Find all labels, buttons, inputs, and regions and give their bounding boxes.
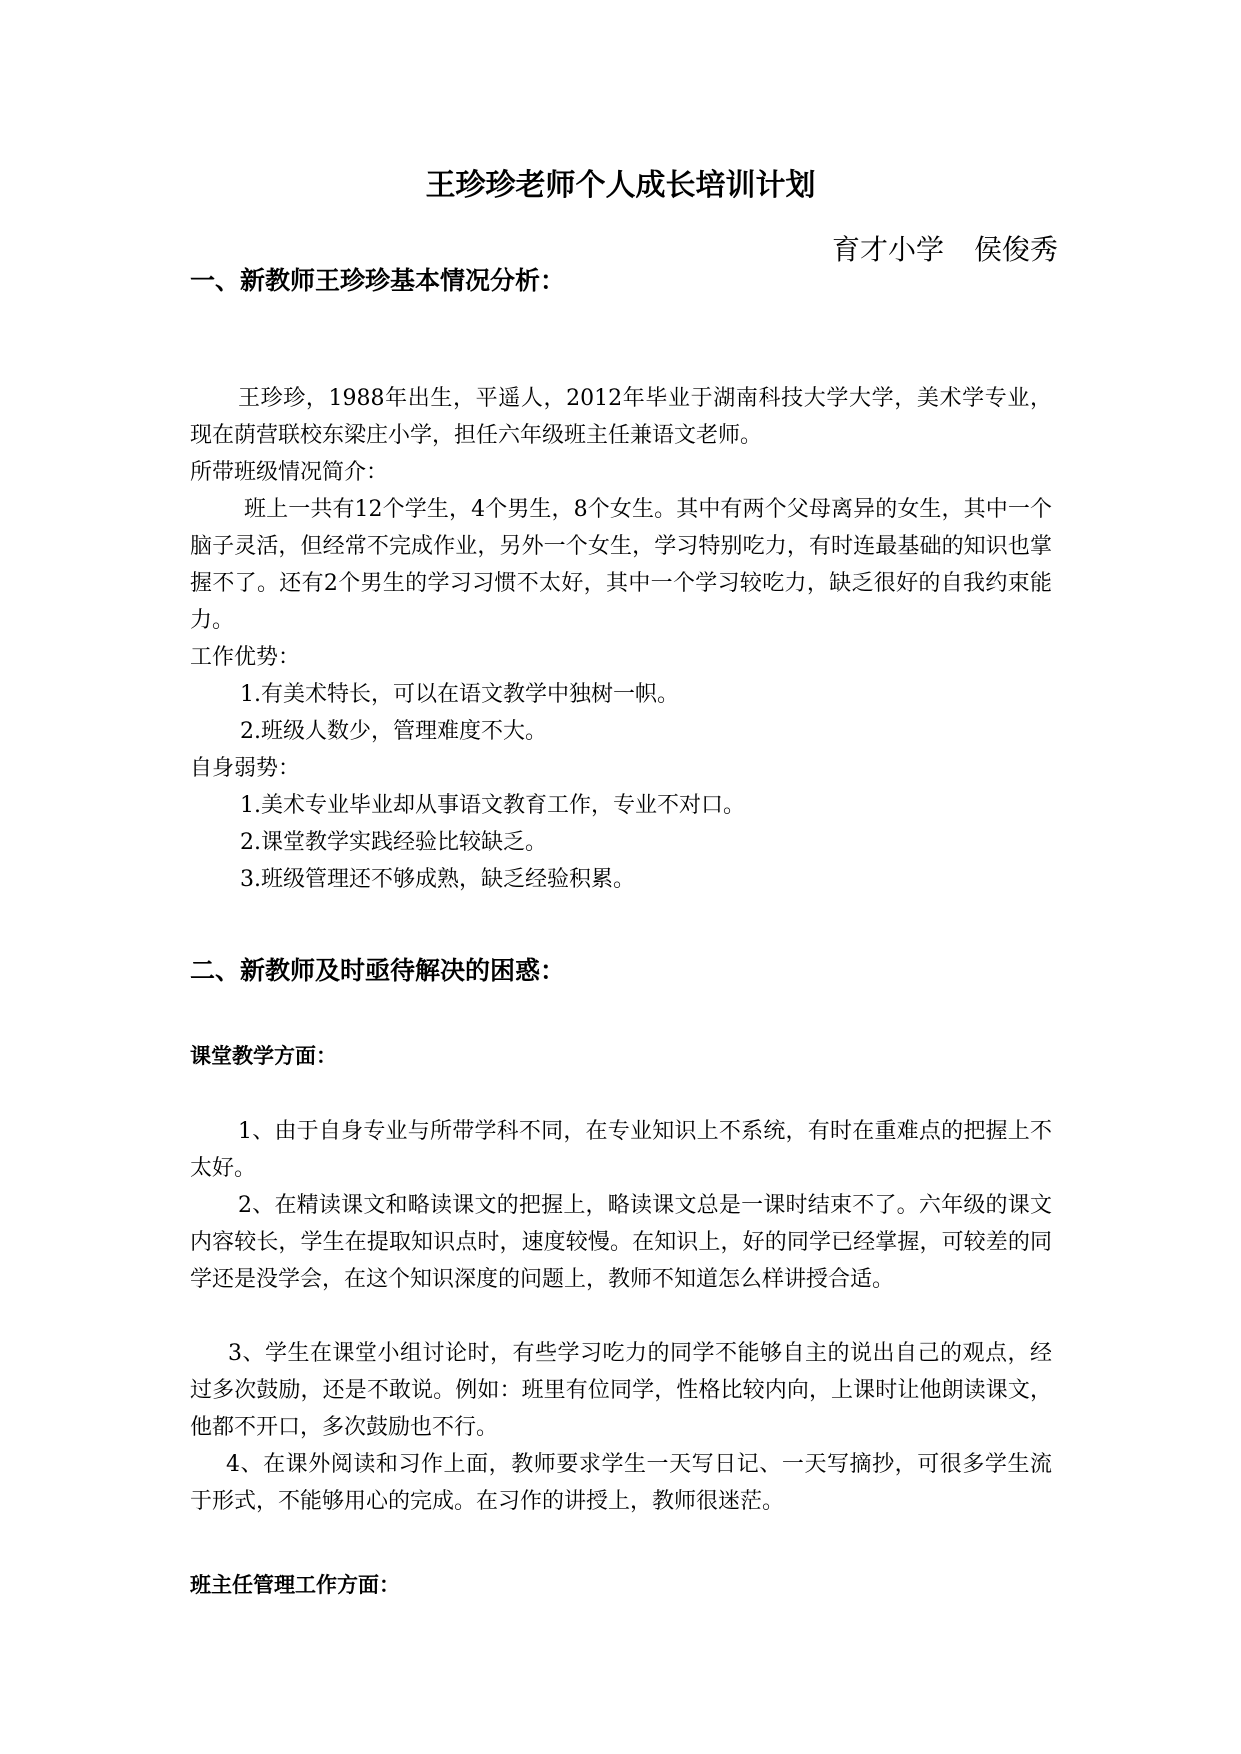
weaknesses-label: 自身弱势：	[190, 756, 301, 781]
author-line	[832, 232, 1058, 268]
class-label: 所带班级情况简介：	[190, 460, 389, 485]
teaching-item: 4、在课外阅读和习作上面，教师要求学生一天写日记、一天写摘抄，可很多学生流于形式，不能够用心的完成。在习作的讲授上，教师很迷茫。	[190, 1452, 1052, 1514]
strength-item: 1.有美术特长，可以在语文教学中独树一帜。	[240, 682, 679, 707]
document-title: 王珍珍老师个人成长培训计划	[425, 168, 816, 203]
teaching-label: 课堂教学方面：	[190, 1043, 337, 1068]
strength-item: 2.班级人数少，管理难度不大。	[240, 719, 547, 744]
weakness-item: 2.课堂教学实践经验比较缺乏。	[240, 830, 547, 855]
section1-heading: 一、新教师王珍珍基本情况分析：	[190, 266, 566, 295]
author-name: 侯俊秀	[973, 233, 1058, 266]
intro-paragraph: 王珍珍，1988年出生，平遥人，2012年毕业于湖南科技大学大学，美术学专业，现在荫营联校东梁庄小学，担任六年级班主任兼语文老师。	[190, 386, 1052, 448]
school-name: 育才小学	[831, 233, 944, 266]
weakness-item: 3.班级管理还不够成熟，缺乏经验积累。	[240, 867, 635, 892]
weakness-item: 1.美术专业毕业却从事语文教育工作，专业不对口。	[240, 793, 745, 818]
teaching-item: 3、学生在课堂小组讨论时，有些学习吃力的同学不能够自主的说出自己的观点，经过多次鼓励，还是不敢说。例如：班里有位同学，性格比较内向，上课时让他朗读课文，他都不开口，多次鼓励也不行。	[190, 1341, 1052, 1440]
management-label: 班主任管理工作方面：	[190, 1572, 400, 1597]
class-description: 班上一共有12个学生，4个男生，8个女生。其中有两个父母离异的女生，其中一个脑子灵活，但经常不完成作业，另外一个女生，学习特别吃力，有时连最基础的知识也掌握不了。还有2个男生的学习习惯不太好，其中一个学习较吃力，缺乏很好的自我约束能力。	[190, 497, 1052, 633]
teaching-item: 2、在精读课文和略读课文的把握上，略读课文总是一课时结束不了。六年级的课文内容较长，学生在提取知识点时，速度较慢。在知识上，好的同学已经掌握，可较差的同学还是没学会，在这个知识深度的问题上，教师不知道怎么样讲授合适。	[190, 1193, 1052, 1292]
strengths-label: 工作优势：	[190, 645, 301, 670]
section2-heading: 二、新教师及时亟待解决的困惑：	[190, 956, 566, 985]
teaching-item: 1、由于自身专业与所带学科不同，在专业知识上不系统，有时在重难点的把握上不太好。	[190, 1119, 1052, 1181]
